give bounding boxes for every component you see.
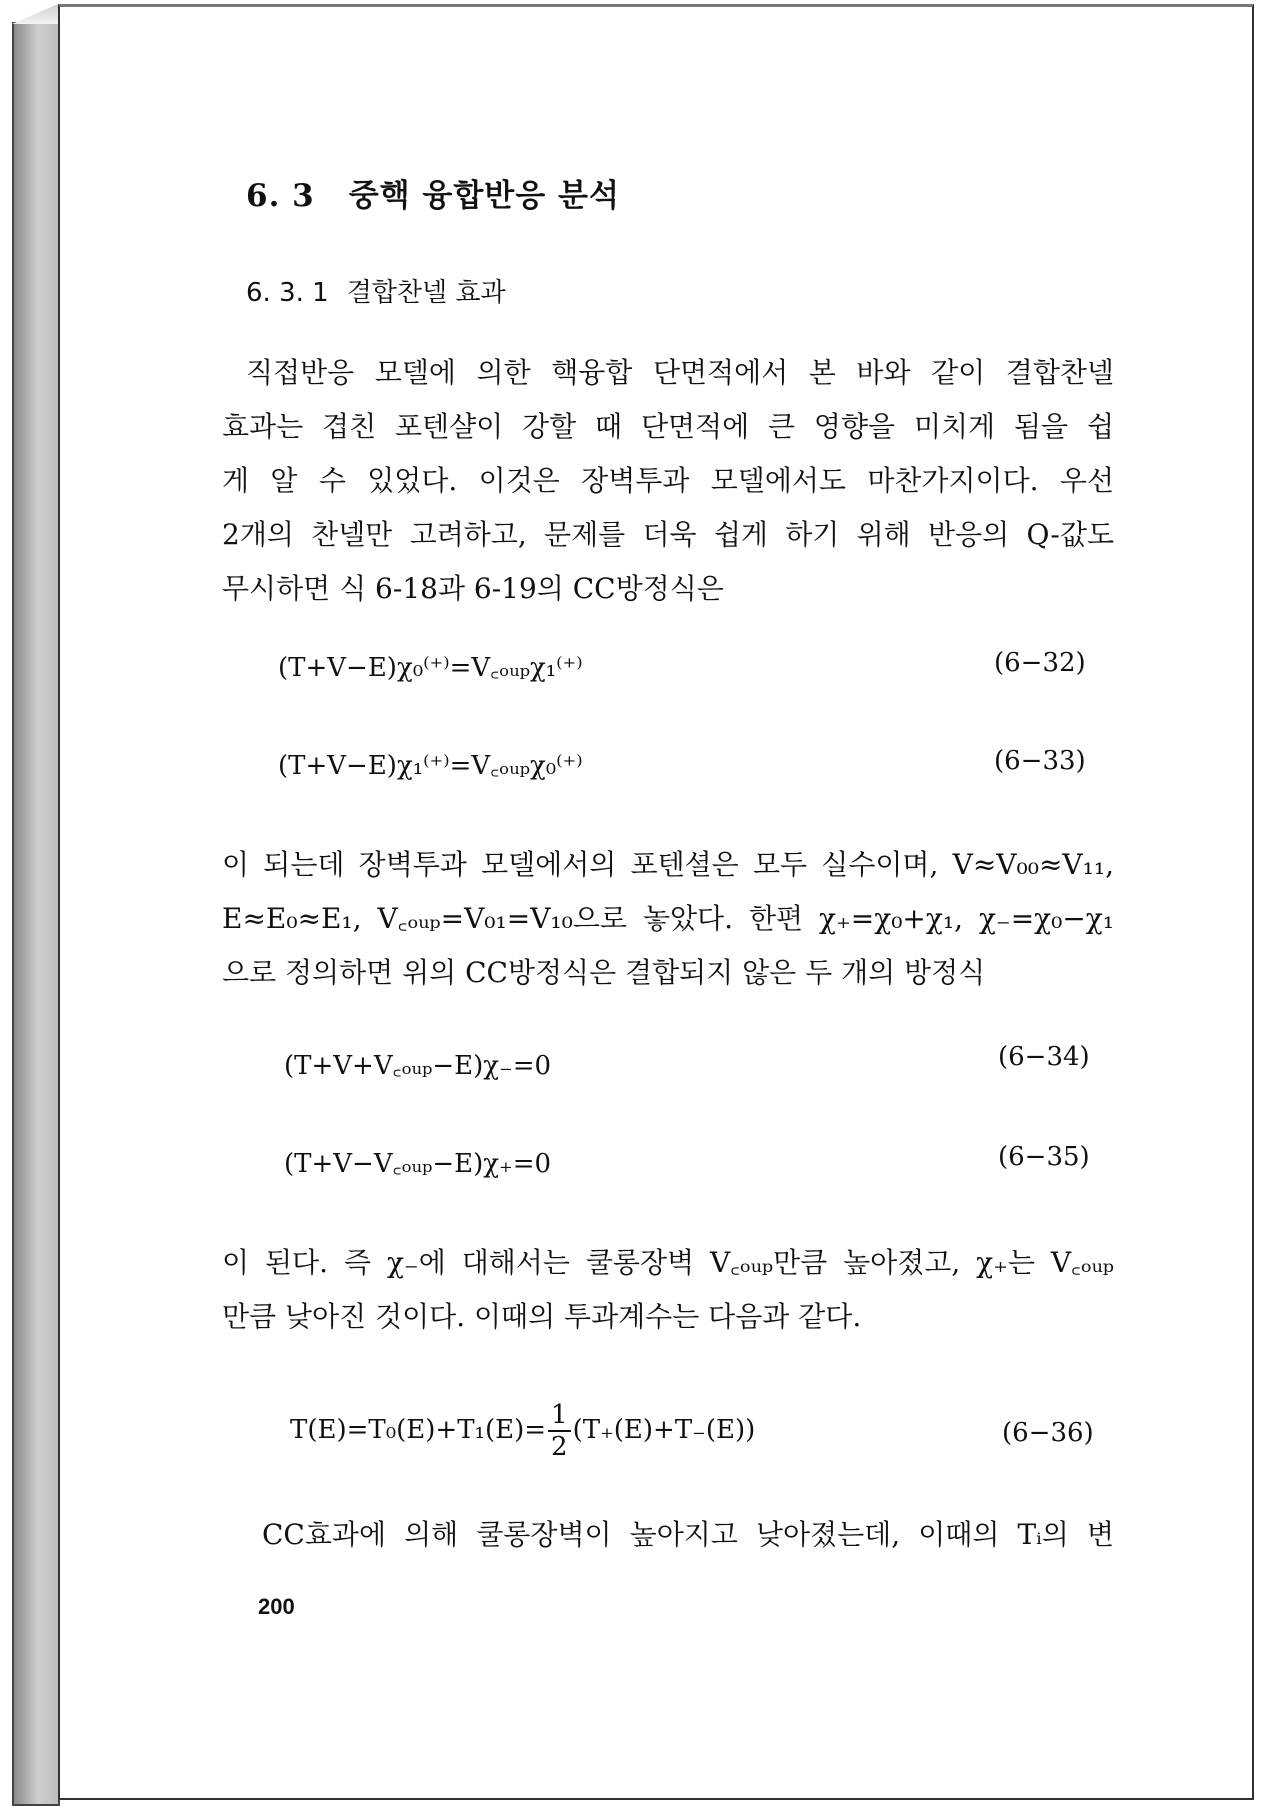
paragraph-2 [222, 838, 1114, 1000]
equation-6-33: (T+V−E)χ₁⁽⁺⁾=V꜀ₒᵤₚχ₀⁽⁺⁾ [278, 751, 583, 781]
paragraph-4 [222, 1508, 1114, 1562]
text-line: 이 된다. 즉 χ₋에 대해서는 쿨롱장벽 V꜀ₒᵤₚ만큼 높아졌고, χ₊는 V꜀ₒᵤₚ [222, 1246, 1114, 1279]
text-line: 무시하면 식 6-18과 6-19의 CC방정식은 [222, 572, 724, 605]
equation-6-36 [290, 1400, 755, 1462]
subsection-number: 6. 3. 1 [246, 278, 329, 308]
fraction [548, 1400, 571, 1462]
paragraph-3 [222, 1236, 1114, 1344]
equation-6-34: (T+V+V꜀ₒᵤₚ−E)χ₋=0 [284, 1051, 552, 1081]
equation-left: T(E)=T₀(E)+T₁(E)= [290, 1415, 547, 1445]
equation-number: (6−35) [998, 1142, 1090, 1172]
text-line: 게 알 수 있었다. 이것은 장벽투과 모델에서도 마찬가지이다. 우선 [222, 464, 1114, 497]
equation-number: (6−33) [994, 746, 1086, 776]
page-number: 200 [258, 1594, 295, 1619]
equation-6-35: (T+V−V꜀ₒᵤₚ−E)χ₊=0 [284, 1149, 552, 1179]
text-line: 효과는 겹친 포텐샬이 강할 때 단면적에 큰 영향을 미치게 됨을 쉽 [222, 410, 1114, 443]
section-heading [246, 170, 620, 215]
equation-number: (6−36) [1002, 1418, 1094, 1448]
equation-number: (6−32) [994, 648, 1086, 678]
subsection-title: 결합찬넬 효과 [346, 278, 506, 308]
equation-right: (T₊(E)+T₋(E)) [572, 1415, 756, 1445]
equation-number: (6−34) [998, 1042, 1090, 1072]
text-line: CC효과에 의해 쿨롱장벽이 높아지고 낮아졌는데, 이때의 Tᵢ의 변 [262, 1518, 1114, 1551]
subsection-heading [246, 272, 506, 309]
equation-6-32: (T+V−E)χ₀⁽⁺⁾=V꜀ₒᵤₚχ₁⁽⁺⁾ [278, 653, 583, 683]
text-line: 직접반응 모델에 의한 핵융합 단면적에서 본 바와 같이 결합찬넬 [246, 356, 1114, 389]
section-number: 6. 3 [246, 178, 315, 214]
fraction-denominator: 2 [551, 1432, 568, 1462]
text-line: E≈E₀≈E₁, V꜀ₒᵤₚ=V₀₁=V₁₀으로 놓았다. 한편 χ₊=χ₀+χ₁, χ₋=χ₀−χ₁ [222, 902, 1114, 935]
text-line: 만큼 낮아진 것이다. 이때의 투과계수는 다음과 같다. [222, 1300, 862, 1333]
text-line: 이 되는데 장벽투과 모델에서의 포텐셜은 모두 실수이며, V≈V₀₀≈V₁₁, [222, 848, 1114, 881]
text-line: 2개의 찬넬만 고려하고, 문제를 더욱 쉽게 하기 위해 반응의 Q-값도 [222, 518, 1114, 551]
fraction-numerator: 1 [548, 1400, 571, 1432]
section-title: 중핵 융합반응 분석 [348, 178, 620, 214]
text-line: 으로 정의하면 위의 CC방정식은 결합되지 않은 두 개의 방정식 [222, 956, 986, 989]
paragraph-1 [222, 346, 1114, 616]
